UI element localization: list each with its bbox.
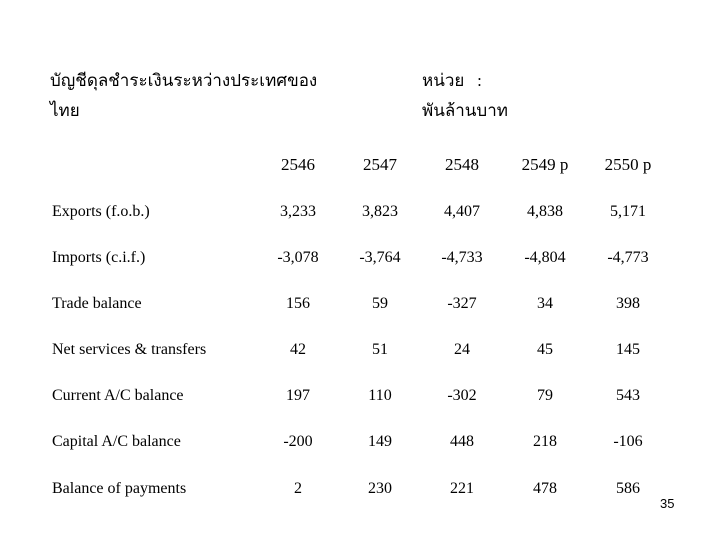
year-header-2547: 2547 [363,155,397,174]
table-cell: 230 [368,480,392,497]
row-label: Imports (c.i.f.) [52,249,146,266]
table-cell: -4,804 [524,249,566,266]
document-title [50,66,370,126]
table-cell: 4,407 [444,203,480,220]
row-label: Capital A/C balance [52,433,181,450]
table-cell: 3,233 [280,203,316,220]
table-cell: 145 [616,341,640,358]
table-cell: 4,838 [527,203,563,220]
row-label: Balance of payments [52,480,187,497]
table-cell: -3,764 [359,249,401,266]
page-number: 35 [660,496,675,511]
table-cell: 448 [450,433,474,450]
table-cell: 2 [294,480,302,497]
table-cell: -106 [613,433,643,450]
table-cell: 79 [537,387,553,404]
table-cell: -3,078 [277,249,319,266]
table-cell: 543 [616,387,640,404]
row-label: Current A/C balance [52,387,184,404]
table-cell: 478 [533,480,557,497]
table-cell: -302 [447,387,477,404]
table-cell: 586 [616,480,640,497]
table-cell: 197 [286,387,310,404]
table-cell: -4,733 [441,249,483,266]
unit-label: หน่วย : [422,71,482,90]
title-line-2: ไทย [50,101,80,120]
table-cell: 5,171 [610,203,646,220]
table-cell: 34 [537,295,553,312]
table-cell: 221 [450,480,474,497]
unit-note [422,66,582,126]
table-cell: 3,823 [362,203,398,220]
table-cell: 110 [368,387,392,404]
row-label: Exports (f.o.b.) [52,203,150,220]
table-cell: 156 [286,295,310,312]
unit-value: พันล้านบาท [422,101,508,120]
table-cell: -4,773 [607,249,649,266]
table-cell: -327 [447,295,477,312]
table-cell: -200 [283,433,313,450]
table-cell: 42 [290,341,306,358]
year-header-2549: 2549 p [521,155,569,174]
table-cell: 398 [616,295,640,312]
year-header-2548: 2548 [445,155,479,174]
year-header-2546: 2546 [281,155,315,174]
table-cell: 51 [372,341,388,358]
table-cell: 45 [537,341,553,358]
row-label: Trade balance [52,295,142,312]
table-cell: 218 [533,433,557,450]
row-label: Net services & transfers [52,341,207,358]
table-cell: 24 [454,341,470,358]
table-cell: 149 [368,433,392,450]
title-line-1: บัญชีดุลชำระเงินระหว่างประเทศของ [50,71,318,90]
table-cell: 59 [372,295,388,312]
year-header-2550: 2550 p [604,155,652,174]
